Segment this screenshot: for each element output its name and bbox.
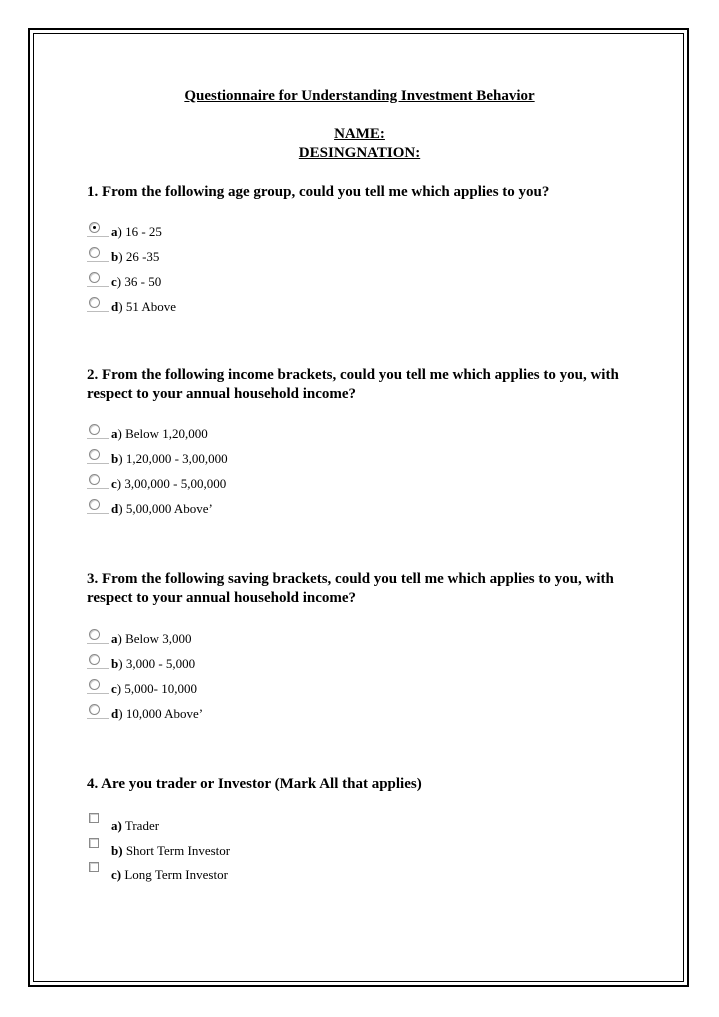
- question-2: 2. From the following income brackets, could you tell me which applies to you, with respect to your annual household income?: [87, 367, 619, 402]
- radio-icon[interactable]: [89, 704, 100, 715]
- q4-option-b[interactable]: b) Short Term Investor: [87, 838, 407, 860]
- radio-icon[interactable]: [89, 679, 100, 690]
- option-rule: [87, 668, 109, 669]
- checkbox-icon[interactable]: [89, 862, 99, 872]
- document-title: Questionnaire for Understanding Investment Behavior: [184, 88, 535, 104]
- q4-option-a[interactable]: a) Trader: [87, 813, 407, 835]
- radio-icon[interactable]: [89, 449, 100, 460]
- option-rule: [87, 693, 109, 694]
- radio-icon[interactable]: [89, 297, 100, 308]
- q2-option-c[interactable]: c) 3,00,000 - 5,00,000: [87, 474, 407, 496]
- option-rule: [87, 311, 109, 312]
- question-3: 3. From the following saving brackets, could you tell me which applies to you, with respect to your annual household income?: [87, 571, 614, 606]
- q2-option-b[interactable]: b) 1,20,000 - 3,00,000: [87, 449, 407, 471]
- q1-option-a[interactable]: a) 16 - 25: [87, 222, 407, 244]
- q3-option-a[interactable]: a) Below 3,000: [87, 629, 407, 651]
- radio-icon[interactable]: [89, 424, 100, 435]
- radio-icon[interactable]: [89, 654, 100, 665]
- radio-icon[interactable]: [89, 499, 100, 510]
- q1-option-d[interactable]: d) 51 Above: [87, 297, 407, 319]
- question-4: 4. Are you trader or Investor (Mark All that applies): [87, 776, 422, 792]
- option-rule: [87, 236, 109, 237]
- question-1: 1. From the following age group, could you tell me which applies to you?: [87, 184, 550, 200]
- name-label: NAME:: [334, 126, 385, 142]
- option-rule: [87, 286, 109, 287]
- option-rule: [87, 438, 109, 439]
- checkbox-icon[interactable]: [89, 838, 99, 848]
- q1-option-b[interactable]: b) 26 -35: [87, 247, 407, 269]
- option-rule: [87, 718, 109, 719]
- radio-icon[interactable]: [89, 474, 100, 485]
- radio-icon[interactable]: [89, 629, 100, 640]
- option-rule: [87, 463, 109, 464]
- q2-option-d[interactable]: d) 5,00,000 Above’: [87, 499, 407, 521]
- option-rule: [87, 488, 109, 489]
- q3-option-c[interactable]: c) 5,000- 10,000: [87, 679, 407, 701]
- radio-icon[interactable]: [89, 247, 100, 258]
- option-rule: [87, 643, 109, 644]
- option-rule: [87, 261, 109, 262]
- q1-option-c[interactable]: c) 36 - 50: [87, 272, 407, 294]
- q4-option-c[interactable]: c) Long Term Investor: [87, 862, 407, 884]
- designation-label: DESINGNATION:: [298, 145, 421, 161]
- option-rule: [87, 513, 109, 514]
- q2-option-a[interactable]: a) Below 1,20,000: [87, 424, 407, 446]
- checkbox-icon[interactable]: [89, 813, 99, 823]
- radio-icon[interactable]: [89, 222, 100, 233]
- radio-icon[interactable]: [89, 272, 100, 283]
- q3-option-d[interactable]: d) 10,000 Above’: [87, 704, 407, 726]
- q3-option-b[interactable]: b) 3,000 - 5,000: [87, 654, 407, 676]
